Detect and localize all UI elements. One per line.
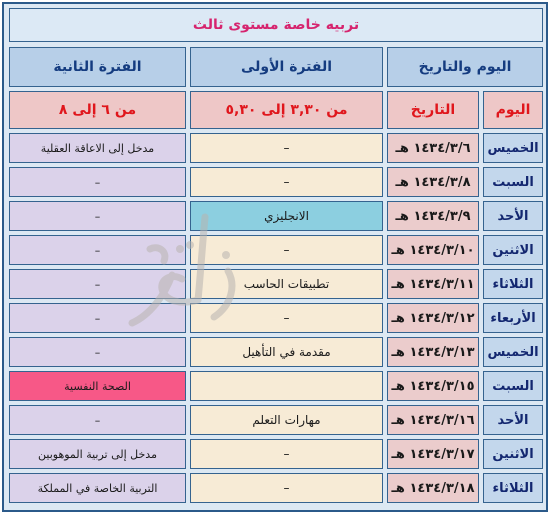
row-10-p1-cell: –	[190, 439, 383, 469]
header-day-and-date: اليوم والتاريخ	[387, 47, 543, 87]
row-4-p2-cell: –	[9, 235, 186, 265]
row-5-date-cell: ١٤٣٤/٣/١١ هـ	[387, 269, 479, 299]
row-10-p2-cell: مدخل إلى تربية الموهوبين	[9, 439, 186, 469]
table-title: تربيه خاصة مستوى ثالث	[9, 8, 543, 42]
row-9-p1-cell: مهارات التعلم	[190, 405, 383, 435]
row-3-p2-cell: –	[9, 201, 186, 231]
row-9-date-cell: ١٤٣٤/٣/١٦ هـ	[387, 405, 479, 435]
row-9-day-cell: الأحد	[483, 405, 543, 435]
subheader-period-two-time: من ٦ إلى ٨	[9, 91, 186, 129]
row-11-date-cell: ١٤٣٤/٣/١٨ هـ	[387, 473, 479, 503]
row-7-p2-cell: –	[9, 337, 186, 367]
row-8-p2-cell: الصحة النفسية	[9, 371, 186, 401]
row-5-p1-cell: تطبيقات الحاسب	[190, 269, 383, 299]
row-2-p2-cell: –	[9, 167, 186, 197]
row-6-p1-cell: –	[190, 303, 383, 333]
row-6-p2-cell: –	[9, 303, 186, 333]
row-1-date-cell: ١٤٣٤/٣/٦ هـ	[387, 133, 479, 163]
row-8-date-cell: ١٤٣٤/٣/١٥ هـ	[387, 371, 479, 401]
row-8-p1-cell	[190, 371, 383, 401]
subheader-date: التاريخ	[387, 91, 479, 129]
header-period-two: الفترة الثانية	[9, 47, 186, 87]
row-7-p1-cell: مقدمة في التأهيل	[190, 337, 383, 367]
subheader-period-one-time: من ٣,٣٠ إلى ٥,٣٠	[190, 91, 383, 129]
subheader-day: اليوم	[483, 91, 543, 129]
row-10-day-cell: الاثنين	[483, 439, 543, 469]
row-8-day-cell: السبت	[483, 371, 543, 401]
row-3-date-cell: ١٤٣٤/٣/٩ هـ	[387, 201, 479, 231]
row-11-p1-cell: –	[190, 473, 383, 503]
row-11-day-cell: الثلاثاء	[483, 473, 543, 503]
row-11-p2-cell: التربية الخاصة في المملكة	[9, 473, 186, 503]
row-1-day-cell: الخميس	[483, 133, 543, 163]
row-2-day-cell: السبت	[483, 167, 543, 197]
row-5-day-cell: الثلاثاء	[483, 269, 543, 299]
row-4-p1-cell: –	[190, 235, 383, 265]
row-1-p1-cell: –	[190, 133, 383, 163]
row-3-p1-cell: الانجليزي	[190, 201, 383, 231]
row-2-p1-cell: –	[190, 167, 383, 197]
row-7-day-cell: الخميس	[483, 337, 543, 367]
row-7-date-cell: ١٤٣٤/٣/١٣ هـ	[387, 337, 479, 367]
row-9-p2-cell: –	[9, 405, 186, 435]
row-3-day-cell: الأحد	[483, 201, 543, 231]
row-6-day-cell: الأربعاء	[483, 303, 543, 333]
header-period-one: الفترة الأولى	[190, 47, 383, 87]
row-2-date-cell: ١٤٣٤/٣/٨ هـ	[387, 167, 479, 197]
row-10-date-cell: ١٤٣٤/٣/١٧ هـ	[387, 439, 479, 469]
row-6-date-cell: ١٤٣٤/٣/١٢ هـ	[387, 303, 479, 333]
row-1-p2-cell: مدخل إلى الاعاقة العقلية	[9, 133, 186, 163]
row-4-date-cell: ١٤٣٤/٣/١٠ هـ	[387, 235, 479, 265]
row-5-p2-cell: –	[9, 269, 186, 299]
row-4-day-cell: الاثنين	[483, 235, 543, 265]
